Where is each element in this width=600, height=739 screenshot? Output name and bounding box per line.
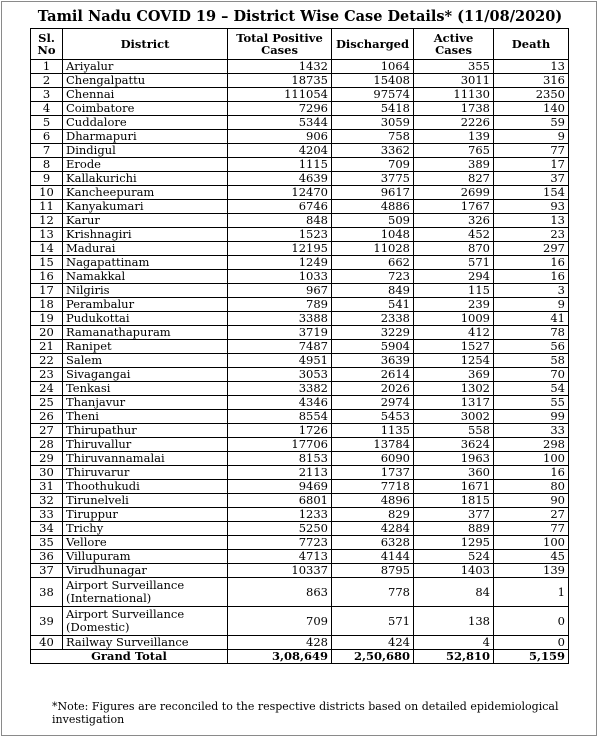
- cell-total-positive: 906: [228, 130, 332, 144]
- table-row: [31, 466, 569, 480]
- cell-death: 3: [494, 284, 569, 298]
- cell-active-cases: 377: [414, 508, 494, 522]
- grand-total-positive: 3,08,649: [228, 650, 332, 664]
- cell-district: Kancheepuram: [63, 186, 228, 200]
- cell-total-positive: 3388: [228, 312, 332, 326]
- cell-discharged: 5904: [332, 340, 414, 354]
- cell-death: 27: [494, 508, 569, 522]
- table-row: [31, 200, 569, 214]
- cell-discharged: 4886: [332, 200, 414, 214]
- cell-active-cases: 3002: [414, 410, 494, 424]
- cell-sl-no: 34: [31, 522, 63, 536]
- header-sl-no: Sl. No: [31, 29, 63, 60]
- cell-total-positive: 7296: [228, 102, 332, 116]
- cell-active-cases: 452: [414, 228, 494, 242]
- header-row: [31, 29, 569, 60]
- cell-district: Chengalpattu: [63, 74, 228, 88]
- cell-sl-no: 30: [31, 466, 63, 480]
- cell-discharged: 571: [332, 607, 414, 636]
- header-district: District: [63, 29, 228, 60]
- table-row: [31, 536, 569, 550]
- cell-death: 70: [494, 368, 569, 382]
- cell-discharged: 11028: [332, 242, 414, 256]
- cell-sl-no: 37: [31, 564, 63, 578]
- cell-sl-no: 24: [31, 382, 63, 396]
- cell-district: Nilgiris: [63, 284, 228, 298]
- cell-district: Villupuram: [63, 550, 228, 564]
- cell-active-cases: 1254: [414, 354, 494, 368]
- cell-death: 78: [494, 326, 569, 340]
- table-row: [31, 116, 569, 130]
- cell-total-positive: 4951: [228, 354, 332, 368]
- cell-total-positive: 1249: [228, 256, 332, 270]
- table-row: [31, 158, 569, 172]
- cell-discharged: 97574: [332, 88, 414, 102]
- cell-sl-no: 10: [31, 186, 63, 200]
- cell-discharged: 8795: [332, 564, 414, 578]
- cell-active-cases: 1009: [414, 312, 494, 326]
- cell-total-positive: 709: [228, 607, 332, 636]
- grand-total-label: Grand Total: [31, 650, 228, 664]
- cell-total-positive: 428: [228, 636, 332, 650]
- cell-district: Thanjavur: [63, 396, 228, 410]
- cell-sl-no: 8: [31, 158, 63, 172]
- cell-discharged: 5418: [332, 102, 414, 116]
- grand-total-row: [31, 650, 569, 664]
- cell-district: Thiruvallur: [63, 438, 228, 452]
- table-row: [31, 607, 569, 636]
- cell-sl-no: 23: [31, 368, 63, 382]
- cell-total-positive: 3053: [228, 368, 332, 382]
- cell-discharged: 6090: [332, 452, 414, 466]
- cell-district: Railway Surveillance: [63, 636, 228, 650]
- cell-discharged: 1048: [332, 228, 414, 242]
- table-row: [31, 298, 569, 312]
- table-row: [31, 494, 569, 508]
- cell-total-positive: 5250: [228, 522, 332, 536]
- cell-death: 80: [494, 480, 569, 494]
- cell-total-positive: 12470: [228, 186, 332, 200]
- cell-active-cases: 870: [414, 242, 494, 256]
- cell-sl-no: 29: [31, 452, 63, 466]
- table-row: [31, 312, 569, 326]
- header-total-positive: Total Positive Cases: [228, 29, 332, 60]
- cell-total-positive: 7487: [228, 340, 332, 354]
- table-row: [31, 354, 569, 368]
- cell-district: Thiruvarur: [63, 466, 228, 480]
- cell-district: Perambalur: [63, 298, 228, 312]
- cell-death: 45: [494, 550, 569, 564]
- cell-district: Tirunelveli: [63, 494, 228, 508]
- table-row: [31, 480, 569, 494]
- cell-death: 77: [494, 522, 569, 536]
- cell-total-positive: 2113: [228, 466, 332, 480]
- cell-sl-no: 16: [31, 270, 63, 284]
- cell-sl-no: 27: [31, 424, 63, 438]
- cell-death: 100: [494, 536, 569, 550]
- cell-death: 1: [494, 578, 569, 607]
- header-discharged: Discharged: [332, 29, 414, 60]
- cell-total-positive: 1033: [228, 270, 332, 284]
- cell-death: 55: [494, 396, 569, 410]
- cell-district: Sivagangai: [63, 368, 228, 382]
- cell-district: Madurai: [63, 242, 228, 256]
- cell-total-positive: 1233: [228, 508, 332, 522]
- cell-total-positive: 4639: [228, 172, 332, 186]
- cell-sl-no: 31: [31, 480, 63, 494]
- cell-total-positive: 1726: [228, 424, 332, 438]
- cell-active-cases: 139: [414, 130, 494, 144]
- cell-death: 298: [494, 438, 569, 452]
- cell-total-positive: 1523: [228, 228, 332, 242]
- cell-sl-no: 22: [31, 354, 63, 368]
- cell-sl-no: 4: [31, 102, 63, 116]
- cell-active-cases: 3011: [414, 74, 494, 88]
- cell-district: Ariyalur: [63, 60, 228, 74]
- cell-active-cases: 1527: [414, 340, 494, 354]
- cell-district: Vellore: [63, 536, 228, 550]
- cell-discharged: 4284: [332, 522, 414, 536]
- cell-district: Salem: [63, 354, 228, 368]
- cell-district: Tenkasi: [63, 382, 228, 396]
- table-row: [31, 438, 569, 452]
- cell-discharged: 723: [332, 270, 414, 284]
- cell-district: Ramanathapuram: [63, 326, 228, 340]
- cell-active-cases: 1815: [414, 494, 494, 508]
- cell-death: 140: [494, 102, 569, 116]
- cell-sl-no: 39: [31, 607, 63, 636]
- cell-discharged: 778: [332, 578, 414, 607]
- cell-district: Erode: [63, 158, 228, 172]
- cell-discharged: 3059: [332, 116, 414, 130]
- cell-district: Tiruppur: [63, 508, 228, 522]
- cell-discharged: 3229: [332, 326, 414, 340]
- grand-total-active: 52,810: [414, 650, 494, 664]
- cell-total-positive: 6801: [228, 494, 332, 508]
- cell-district: Coimbatore: [63, 102, 228, 116]
- cell-total-positive: 10337: [228, 564, 332, 578]
- cell-sl-no: 33: [31, 508, 63, 522]
- cell-sl-no: 40: [31, 636, 63, 650]
- cell-total-positive: 789: [228, 298, 332, 312]
- table-row: [31, 368, 569, 382]
- cell-discharged: 849: [332, 284, 414, 298]
- header-death: Death: [494, 29, 569, 60]
- cell-active-cases: 1767: [414, 200, 494, 214]
- cell-active-cases: 1317: [414, 396, 494, 410]
- table-row: [31, 340, 569, 354]
- cell-total-positive: 9469: [228, 480, 332, 494]
- cell-death: 77: [494, 144, 569, 158]
- table-row: [31, 326, 569, 340]
- cell-district: Trichy: [63, 522, 228, 536]
- cell-sl-no: 18: [31, 298, 63, 312]
- cell-district: Theni: [63, 410, 228, 424]
- cell-discharged: 3639: [332, 354, 414, 368]
- cell-district: Cuddalore: [63, 116, 228, 130]
- cell-active-cases: 524: [414, 550, 494, 564]
- table-row: [31, 186, 569, 200]
- cell-active-cases: 827: [414, 172, 494, 186]
- table-row: [31, 172, 569, 186]
- cell-sl-no: 20: [31, 326, 63, 340]
- cell-total-positive: 12195: [228, 242, 332, 256]
- cell-total-positive: 3382: [228, 382, 332, 396]
- cell-total-positive: 5344: [228, 116, 332, 130]
- table-row: [31, 256, 569, 270]
- cell-death: 297: [494, 242, 569, 256]
- cell-sl-no: 3: [31, 88, 63, 102]
- cell-total-positive: 111054: [228, 88, 332, 102]
- cell-district: Namakkal: [63, 270, 228, 284]
- cell-total-positive: 848: [228, 214, 332, 228]
- table-row: [31, 60, 569, 74]
- cell-sl-no: 1: [31, 60, 63, 74]
- cell-death: 139: [494, 564, 569, 578]
- cell-death: 41: [494, 312, 569, 326]
- cell-district: Chennai: [63, 88, 228, 102]
- cell-active-cases: 389: [414, 158, 494, 172]
- cell-active-cases: 558: [414, 424, 494, 438]
- table-row: [31, 578, 569, 607]
- district-case-table: [30, 28, 569, 664]
- cell-district: Kallakurichi: [63, 172, 228, 186]
- cell-district: Krishnagiri: [63, 228, 228, 242]
- cell-total-positive: 4204: [228, 144, 332, 158]
- cell-active-cases: 889: [414, 522, 494, 536]
- cell-discharged: 9617: [332, 186, 414, 200]
- cell-discharged: 2026: [332, 382, 414, 396]
- cell-sl-no: 19: [31, 312, 63, 326]
- cell-active-cases: 1671: [414, 480, 494, 494]
- table-row: [31, 550, 569, 564]
- cell-sl-no: 36: [31, 550, 63, 564]
- cell-sl-no: 15: [31, 256, 63, 270]
- cell-death: 2350: [494, 88, 569, 102]
- cell-death: 99: [494, 410, 569, 424]
- cell-sl-no: 25: [31, 396, 63, 410]
- cell-discharged: 3362: [332, 144, 414, 158]
- cell-total-positive: 863: [228, 578, 332, 607]
- cell-district: Virudhunagar: [63, 564, 228, 578]
- cell-death: 9: [494, 130, 569, 144]
- table-row: [31, 396, 569, 410]
- table-row: [31, 130, 569, 144]
- cell-total-positive: 8554: [228, 410, 332, 424]
- table-row: [31, 382, 569, 396]
- cell-death: 16: [494, 466, 569, 480]
- cell-death: 33: [494, 424, 569, 438]
- cell-discharged: 2338: [332, 312, 414, 326]
- cell-sl-no: 9: [31, 172, 63, 186]
- cell-sl-no: 21: [31, 340, 63, 354]
- cell-active-cases: 84: [414, 578, 494, 607]
- table-row: [31, 452, 569, 466]
- cell-active-cases: 2226: [414, 116, 494, 130]
- cell-active-cases: 2699: [414, 186, 494, 200]
- table-row: [31, 74, 569, 88]
- cell-death: 154: [494, 186, 569, 200]
- table-row: [31, 284, 569, 298]
- grand-total-death: 5,159: [494, 650, 569, 664]
- cell-total-positive: 1115: [228, 158, 332, 172]
- footnote: *Note: Figures are reconciled to the respective districts based on detailed epidemiological investigation: [52, 700, 559, 726]
- cell-district: Thiruvannamalai: [63, 452, 228, 466]
- cell-discharged: 3775: [332, 172, 414, 186]
- cell-active-cases: 294: [414, 270, 494, 284]
- cell-sl-no: 12: [31, 214, 63, 228]
- cell-active-cases: 360: [414, 466, 494, 480]
- table-row: [31, 522, 569, 536]
- cell-total-positive: 6746: [228, 200, 332, 214]
- cell-total-positive: 4713: [228, 550, 332, 564]
- cell-sl-no: 5: [31, 116, 63, 130]
- cell-total-positive: 1432: [228, 60, 332, 74]
- table-row: [31, 228, 569, 242]
- cell-total-positive: 4346: [228, 396, 332, 410]
- cell-discharged: 2614: [332, 368, 414, 382]
- cell-active-cases: 1403: [414, 564, 494, 578]
- cell-sl-no: 7: [31, 144, 63, 158]
- cell-active-cases: 4: [414, 636, 494, 650]
- table-row: [31, 144, 569, 158]
- cell-active-cases: 355: [414, 60, 494, 74]
- cell-district: Dharmapuri: [63, 130, 228, 144]
- cell-discharged: 4144: [332, 550, 414, 564]
- cell-sl-no: 38: [31, 578, 63, 607]
- cell-death: 93: [494, 200, 569, 214]
- cell-total-positive: 17706: [228, 438, 332, 452]
- cell-death: 17: [494, 158, 569, 172]
- cell-active-cases: 239: [414, 298, 494, 312]
- cell-active-cases: 1963: [414, 452, 494, 466]
- cell-sl-no: 11: [31, 200, 63, 214]
- cell-sl-no: 2: [31, 74, 63, 88]
- cell-sl-no: 13: [31, 228, 63, 242]
- cell-active-cases: 765: [414, 144, 494, 158]
- cell-district: Thoothukudi: [63, 480, 228, 494]
- cell-district: Airport Surveillance (International): [63, 578, 228, 607]
- cell-death: 59: [494, 116, 569, 130]
- table-row: [31, 410, 569, 424]
- cell-discharged: 1135: [332, 424, 414, 438]
- table-row: [31, 242, 569, 256]
- cell-death: 13: [494, 214, 569, 228]
- cell-total-positive: 7723: [228, 536, 332, 550]
- cell-discharged: 1064: [332, 60, 414, 74]
- header-active-cases: Active Cases: [414, 29, 494, 60]
- cell-district: Thirupathur: [63, 424, 228, 438]
- cell-sl-no: 28: [31, 438, 63, 452]
- cell-active-cases: 115: [414, 284, 494, 298]
- cell-district: Kanyakumari: [63, 200, 228, 214]
- table-row: [31, 636, 569, 650]
- cell-discharged: 758: [332, 130, 414, 144]
- cell-discharged: 541: [332, 298, 414, 312]
- cell-district: Ranipet: [63, 340, 228, 354]
- cell-active-cases: 11130: [414, 88, 494, 102]
- cell-discharged: 7718: [332, 480, 414, 494]
- cell-active-cases: 138: [414, 607, 494, 636]
- cell-discharged: 13784: [332, 438, 414, 452]
- cell-active-cases: 1302: [414, 382, 494, 396]
- cell-discharged: 509: [332, 214, 414, 228]
- cell-active-cases: 3624: [414, 438, 494, 452]
- table-row: [31, 424, 569, 438]
- cell-death: 58: [494, 354, 569, 368]
- table-row: [31, 508, 569, 522]
- cell-district: Airport Surveillance (Domestic): [63, 607, 228, 636]
- cell-total-positive: 967: [228, 284, 332, 298]
- cell-death: 0: [494, 636, 569, 650]
- table-row: [31, 214, 569, 228]
- cell-active-cases: 1738: [414, 102, 494, 116]
- cell-total-positive: 8153: [228, 452, 332, 466]
- cell-active-cases: 412: [414, 326, 494, 340]
- cell-death: 90: [494, 494, 569, 508]
- cell-sl-no: 32: [31, 494, 63, 508]
- grand-total-discharged: 2,50,680: [332, 650, 414, 664]
- cell-active-cases: 369: [414, 368, 494, 382]
- cell-death: 100: [494, 452, 569, 466]
- cell-death: 37: [494, 172, 569, 186]
- cell-sl-no: 6: [31, 130, 63, 144]
- cell-sl-no: 17: [31, 284, 63, 298]
- cell-death: 0: [494, 607, 569, 636]
- cell-district: Pudukottai: [63, 312, 228, 326]
- table-row: [31, 270, 569, 284]
- cell-discharged: 662: [332, 256, 414, 270]
- cell-death: 56: [494, 340, 569, 354]
- cell-discharged: 709: [332, 158, 414, 172]
- cell-total-positive: 18735: [228, 74, 332, 88]
- page-title: Tamil Nadu COVID 19 – District Wise Case Details* (11/08/2020): [37, 8, 563, 25]
- cell-active-cases: 1295: [414, 536, 494, 550]
- cell-sl-no: 14: [31, 242, 63, 256]
- cell-discharged: 424: [332, 636, 414, 650]
- cell-district: Karur: [63, 214, 228, 228]
- cell-death: 316: [494, 74, 569, 88]
- cell-district: Nagapattinam: [63, 256, 228, 270]
- table-row: [31, 88, 569, 102]
- table-row: [31, 102, 569, 116]
- cell-death: 16: [494, 256, 569, 270]
- cell-active-cases: 326: [414, 214, 494, 228]
- cell-district: Dindigul: [63, 144, 228, 158]
- cell-death: 23: [494, 228, 569, 242]
- table-row: [31, 564, 569, 578]
- cell-death: 54: [494, 382, 569, 396]
- cell-sl-no: 35: [31, 536, 63, 550]
- cell-sl-no: 26: [31, 410, 63, 424]
- cell-death: 13: [494, 60, 569, 74]
- cell-discharged: 6328: [332, 536, 414, 550]
- cell-discharged: 1737: [332, 466, 414, 480]
- cell-active-cases: 571: [414, 256, 494, 270]
- cell-discharged: 2974: [332, 396, 414, 410]
- cell-discharged: 5453: [332, 410, 414, 424]
- cell-discharged: 829: [332, 508, 414, 522]
- cell-death: 9: [494, 298, 569, 312]
- cell-discharged: 4896: [332, 494, 414, 508]
- cell-discharged: 15408: [332, 74, 414, 88]
- cell-total-positive: 3719: [228, 326, 332, 340]
- cell-death: 16: [494, 270, 569, 284]
